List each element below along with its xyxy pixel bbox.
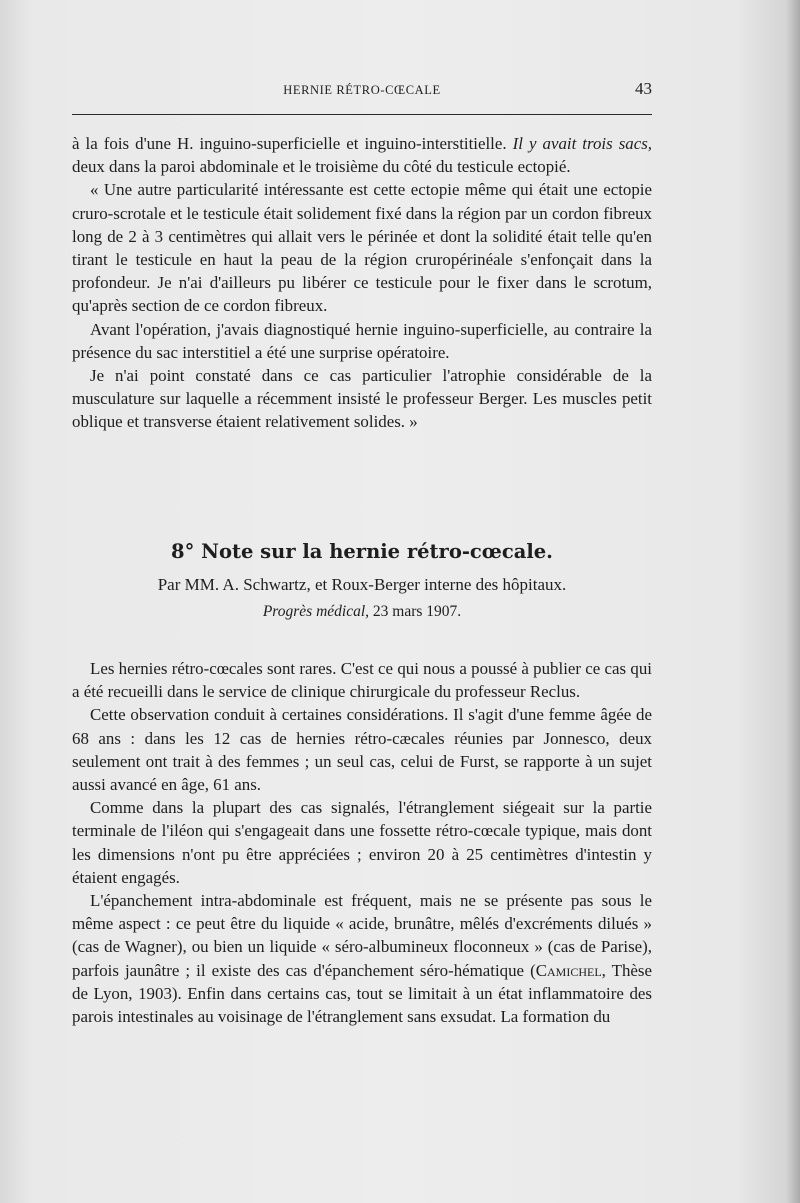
paragraph: Les hernies rétro-cœcales sont rares. C'est ce qui nous a poussé à publier ce cas qui a été recueilli dans le service de clinique chirurgicale du professeur Reclus. — [72, 659, 652, 702]
paragraph: Comme dans la plupart des cas signalés, l'étranglement siégeait sur la partie terminale de l'iléon qui s'engageait dans une fossette rétro-cœcale typique, mais dont les dimensions n'ont pu être appréciées ; environ 20 à 25 centimètres d'intestin y étaient engagés. — [72, 798, 652, 887]
previous-case-text — [72, 132, 652, 434]
article-authors: Par MM. A. Schwartz, et Roux-Berger interne des hôpitaux. — [157, 575, 567, 594]
paragraph: Avant l'opération, j'avais diagnostiqué hernie inguino-superficielle, au contraire la présence du sac interstitiel a été une surprise opératoire. — [72, 319, 652, 362]
article-title: 8° Note sur la hernie rétro-cœcale. — [171, 540, 553, 563]
paragraph — [72, 132, 652, 178]
paragraph: « Une autre particularité intéressante est cette ectopie même qui était une ectopie cruro-scrotale et le testicule était solidement fixé dans la région par un cordon fibreux long de 2 à 3 centimètres qui allait vers le périnée et dont la solidité était telle qu'en tirant le testicule en haut la peau de la région cruropérinéale s'enfonçait dans la profondeur. Je n'ai d'ailleurs pu libérer ce testicule pour le fixer dans le scrotum, qu'après section de ce cordon fibreux. — [72, 180, 652, 316]
running-title: HERNIE RÉTRO-CŒCALE — [283, 83, 441, 97]
paragraph-text: , Thèse de Lyon, 1903). Enfin dans certains cas, tout se limitait à un état inflammatoire des parois intestinales au voisinage de l'étranglement sans exsudat. La formation du — [72, 960, 652, 1027]
emphasis-text: Il y avait trois sacs, — [512, 134, 653, 153]
journal-name: Progrès médical, — [262, 603, 370, 620]
page-edge-shadow — [786, 0, 800, 1203]
cited-author: Camichel — [535, 960, 602, 980]
paragraph-text: deux dans la paroi abdominale et le troisième du côté du testicule ectopié. — [72, 157, 571, 177]
article-body — [72, 657, 652, 1028]
paragraph-text: à la fois d'une H. inguino-superficielle et inguino-interstitielle. — [72, 134, 513, 153]
publication-date: 23 mars 1907. — [372, 603, 462, 620]
paragraph-text: L'épanchement intra-abdominale est fréquent, mais ne se présente pas sous le même aspect : ce peut être du liquide « acide, brunâtre, mêlés d'excréments dilués » (cas de Wagner), ou bien un liquide « séro-albumineux floconneux » (cas de Parise), parfois jaunâtre ; il existe des cas d'épanchement séro-hématique ( — [72, 891, 652, 980]
article-source — [72, 603, 652, 621]
page-number: 43 — [635, 79, 652, 98]
running-head — [72, 79, 652, 101]
paragraph — [72, 889, 652, 1028]
paragraph: Cette observation conduit à certaines considérations. Il s'agit d'une femme âgée de 68 ans : dans les 12 cas de hernies rétro-cæcales réunies par Jonnesco, deux seulement ont trait à des femmes ; un seul cas, celui de Furst, se rapporte à un sujet aussi avancé en âge, 61 ans. — [72, 705, 652, 795]
header-rule — [72, 114, 652, 115]
paragraph: Je n'ai point constaté dans ce cas particulier l'atrophie considérable de la musculature sur laquelle a récemment insisté le professeur Berger. Les muscles petit oblique et transverse étaient relativement solides. » — [72, 366, 652, 432]
